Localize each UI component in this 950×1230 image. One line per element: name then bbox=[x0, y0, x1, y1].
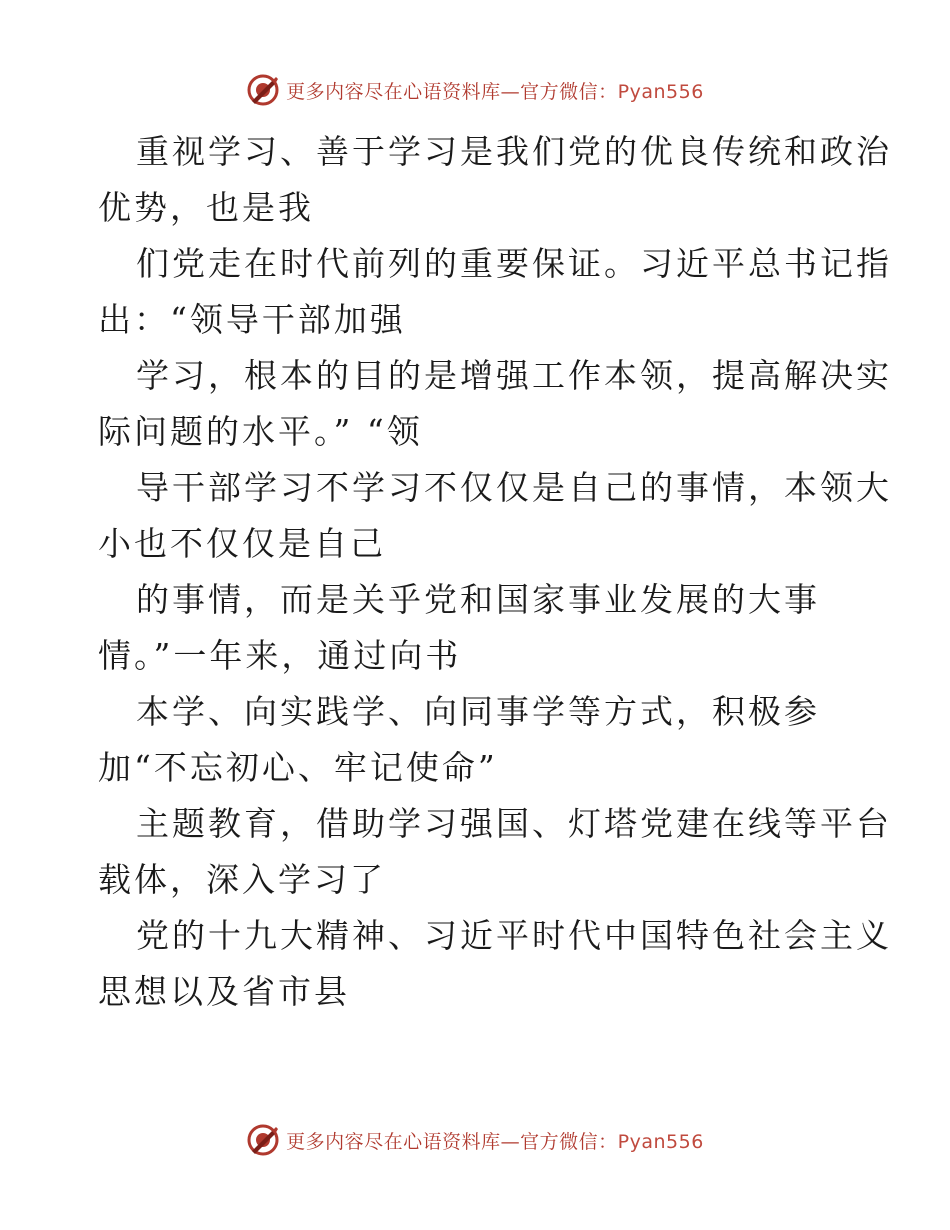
pen-logo-icon bbox=[246, 73, 280, 107]
text-line: 本学、向实践学、向同事学等方式，积极参 bbox=[136, 692, 820, 731]
header-banner bbox=[0, 70, 950, 110]
text-line: 情。”一年来，通过向书 bbox=[98, 636, 462, 675]
header-wechat-id: Pyan556 bbox=[617, 80, 704, 103]
pen-logo-icon bbox=[246, 1123, 280, 1157]
text-line: 际问题的水平。” “领 bbox=[98, 412, 423, 451]
text-line: 出：“领导干部加强 bbox=[98, 300, 406, 339]
text-line: 党的十九大精神、习近平时代中国特色社会主义 bbox=[136, 916, 892, 955]
text-line: 们党走在时代前列的重要保证。习近平总书记指 bbox=[136, 244, 892, 283]
text-line: 思想以及省市县 bbox=[98, 972, 350, 1011]
footer-wechat-id: Pyan556 bbox=[617, 1130, 704, 1153]
text-line: 导干部学习不学习不仅仅是自己的事情，本领大 bbox=[136, 468, 892, 507]
text-line: 小也不仅仅是自己 bbox=[98, 524, 386, 563]
text-line: 载体，深入学习了 bbox=[98, 860, 386, 899]
text-line: 学习，根本的目的是增强工作本领，提高解决实 bbox=[136, 356, 892, 395]
text-line: 重视学习、善于学习是我们党的优良传统和政治 bbox=[136, 132, 892, 171]
document-body bbox=[98, 124, 892, 1020]
text-line: 主题教育，借助学习强国、灯塔党建在线等平台 bbox=[136, 804, 892, 843]
text-line: 加“不忘初心、牢记使命” bbox=[98, 748, 498, 787]
header-banner-text: 更多内容尽在心语资料库—官方微信：Pyan556 bbox=[286, 80, 704, 103]
text-line: 的事情，而是关乎党和国家事业发展的大事 bbox=[136, 580, 820, 619]
text-line: 优势，也是我 bbox=[98, 188, 314, 227]
footer-banner-text: 更多内容尽在心语资料库—官方微信：Pyan556 bbox=[286, 1130, 704, 1153]
footer-banner bbox=[0, 1120, 950, 1160]
